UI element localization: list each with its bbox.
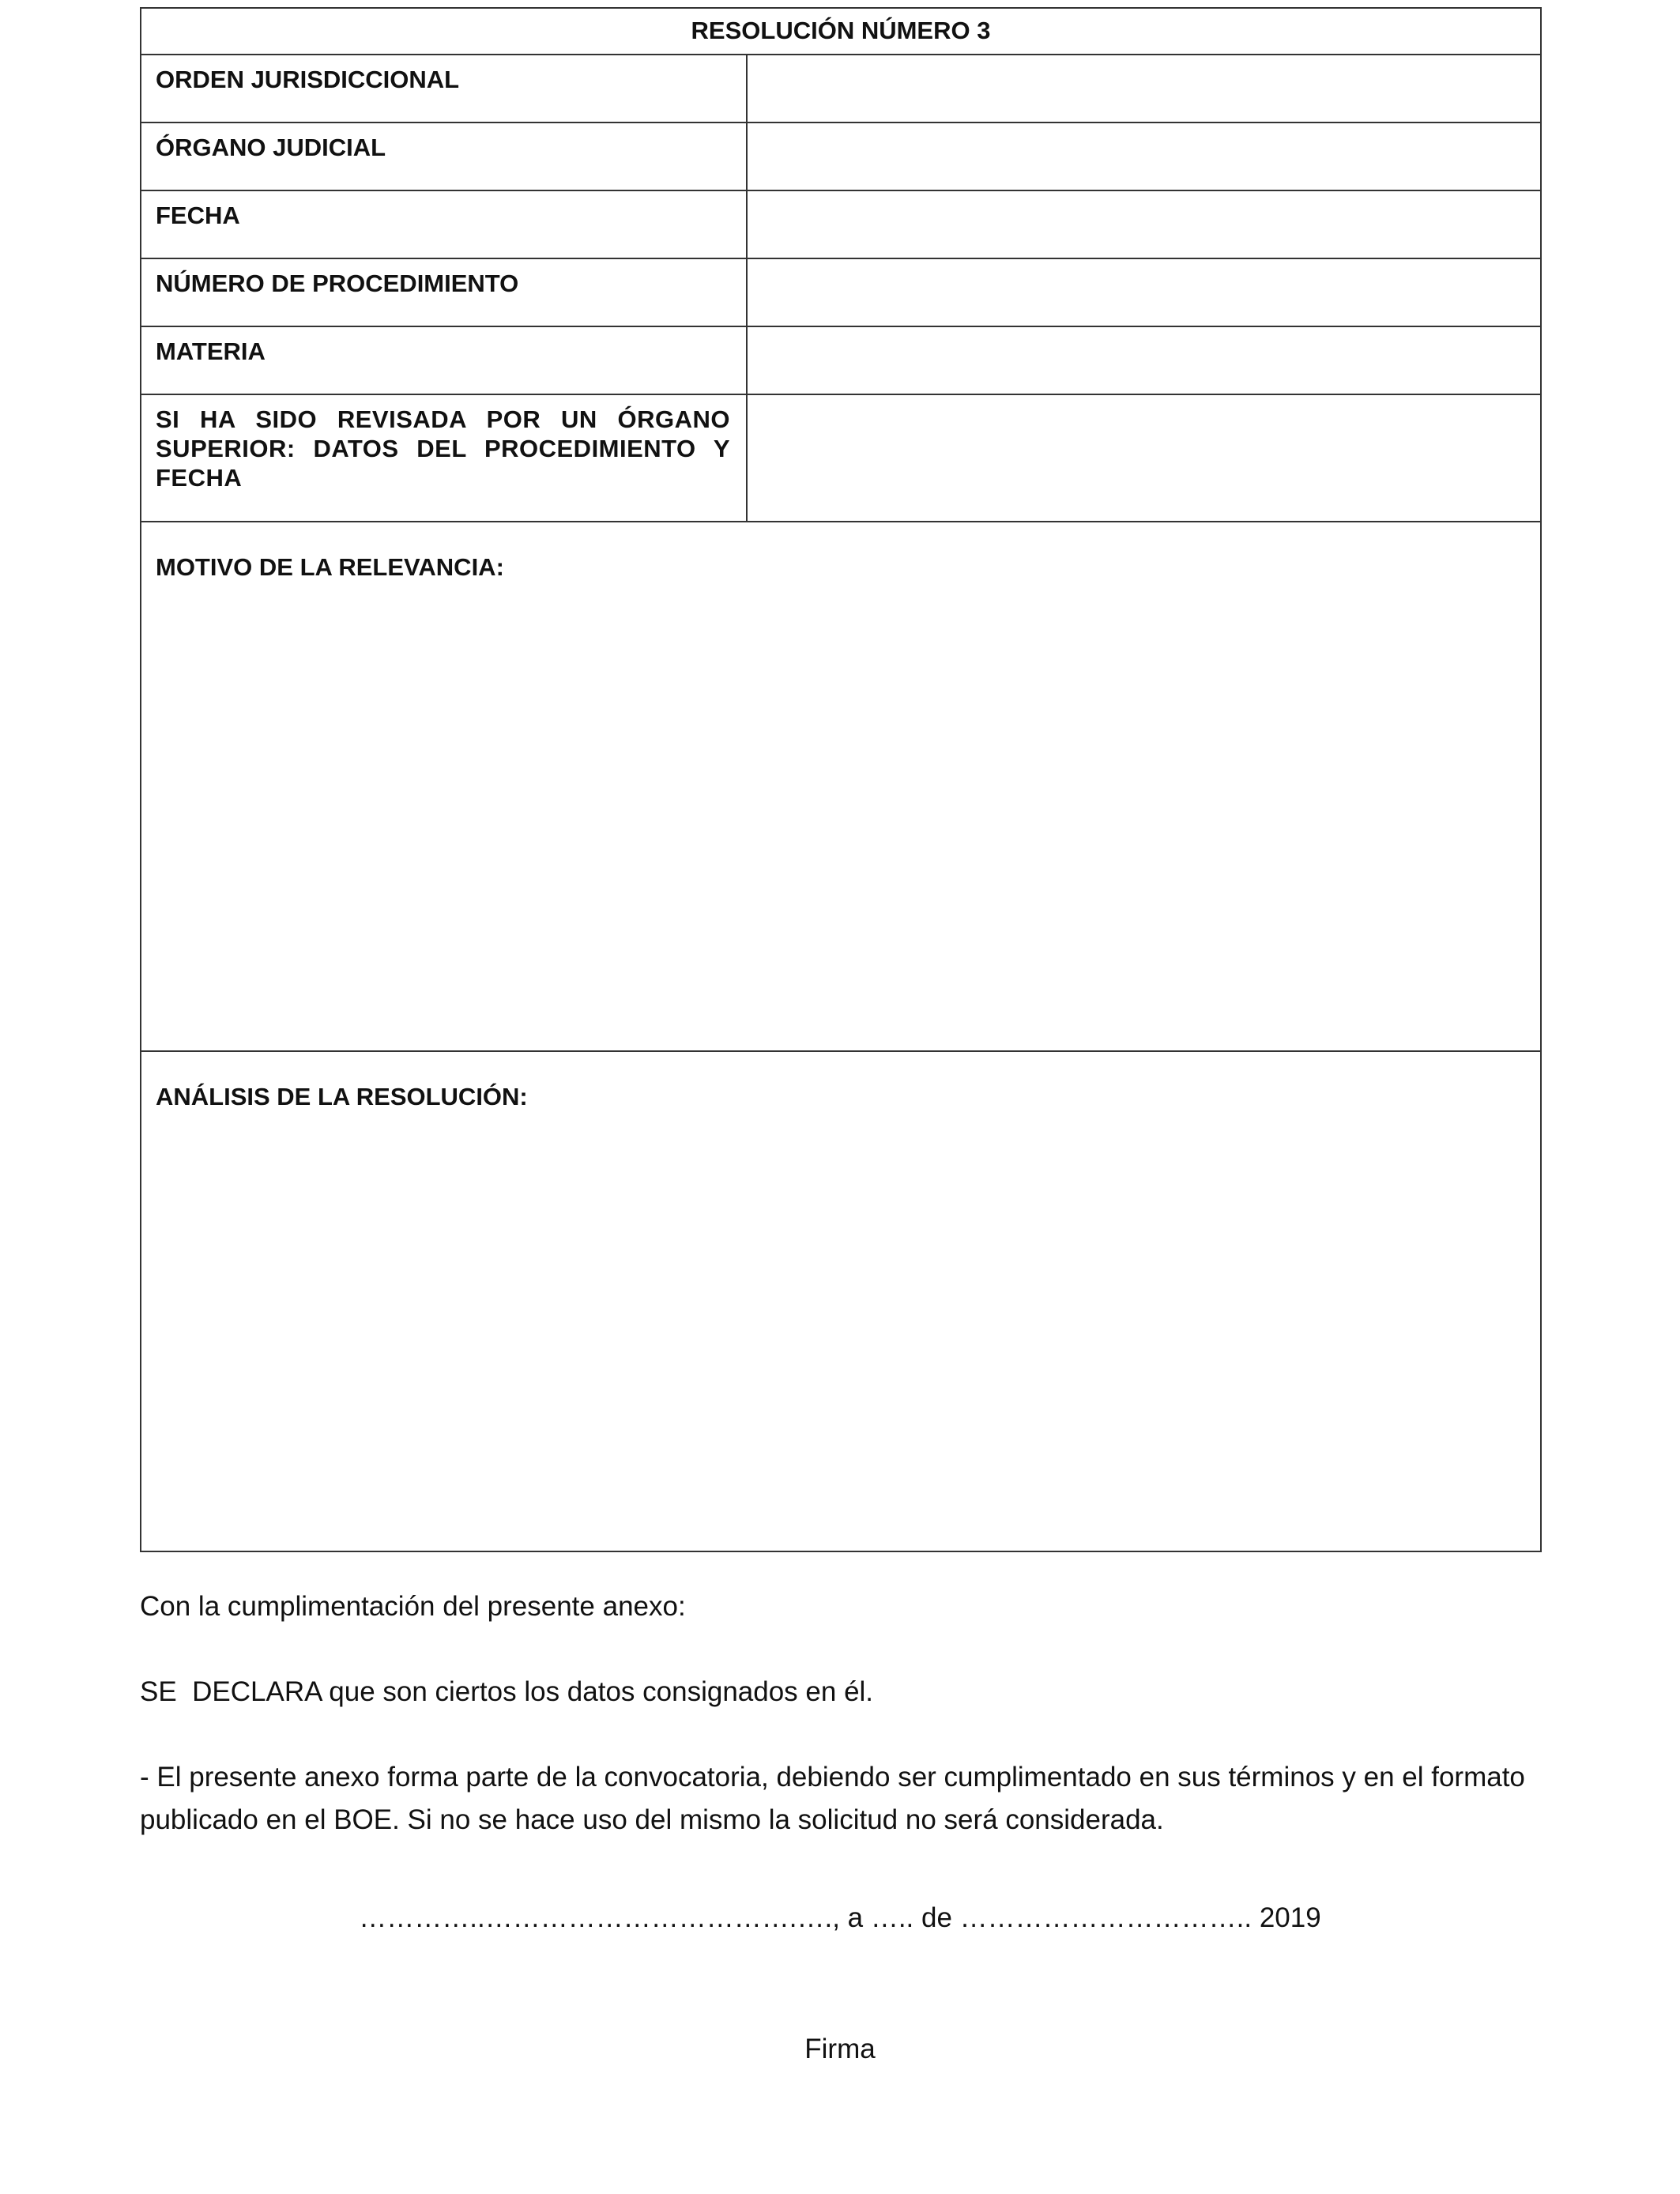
motivo-relevancia-label: MOTIVO DE LA RELEVANCIA: — [156, 553, 504, 581]
organo-judicial-field[interactable] — [747, 123, 1541, 190]
table-row — [141, 1051, 1541, 1551]
declaration-text: SE DECLARA que son ciertos los datos consignados en él. — [140, 1676, 874, 1707]
table-row — [141, 123, 1541, 190]
fecha-label: FECHA — [141, 190, 747, 258]
form-title: RESOLUCIÓN NÚMERO 3 — [141, 8, 1541, 55]
orden-jurisdiccional-label: ORDEN JURISDICCIONAL — [141, 55, 747, 123]
materia-field[interactable] — [747, 326, 1541, 394]
table-row — [141, 326, 1541, 394]
analisis-resolucion-section[interactable] — [141, 1051, 1541, 1551]
place-date-line: …………..…………………………….…., a ….. de ………………………….. 2019 — [359, 1902, 1321, 1933]
organo-judicial-label: ÓRGANO JUDICIAL — [141, 123, 747, 190]
table-row — [141, 394, 1541, 522]
materia-label: MATERIA — [141, 326, 747, 394]
table-row — [141, 190, 1541, 258]
fecha-field[interactable] — [747, 190, 1541, 258]
table-row — [141, 55, 1541, 123]
revision-organo-superior-label: SI HA SIDO REVISADA POR UN ÓRGANO SUPERIOR: DATOS DEL PROCEDIMIENTO Y FECHA — [141, 394, 747, 522]
signature-label: Firma — [804, 2034, 876, 2064]
notice-text: - El presente anexo forma parte de la convocatoria, debiendo ser cumplimentado en sus términos y en el formato publicado en el BOE. Si no se hace uso del mismo la solicitud no será considerada. — [140, 1762, 1525, 1835]
analisis-resolucion-label: ANÁLISIS DE LA RESOLUCIÓN: — [156, 1083, 528, 1110]
intro-text: Con la cumplimentación del presente anexo: — [140, 1591, 686, 1622]
resolution-form-table — [140, 7, 1542, 1552]
numero-procedimiento-field[interactable] — [747, 258, 1541, 326]
numero-procedimiento-label: NÚMERO DE PROCEDIMIENTO — [141, 258, 747, 326]
table-row — [141, 522, 1541, 1051]
motivo-relevancia-section[interactable] — [141, 522, 1541, 1051]
orden-jurisdiccional-field[interactable] — [747, 55, 1541, 123]
revision-organo-superior-field[interactable] — [747, 394, 1541, 522]
table-row — [141, 258, 1541, 326]
